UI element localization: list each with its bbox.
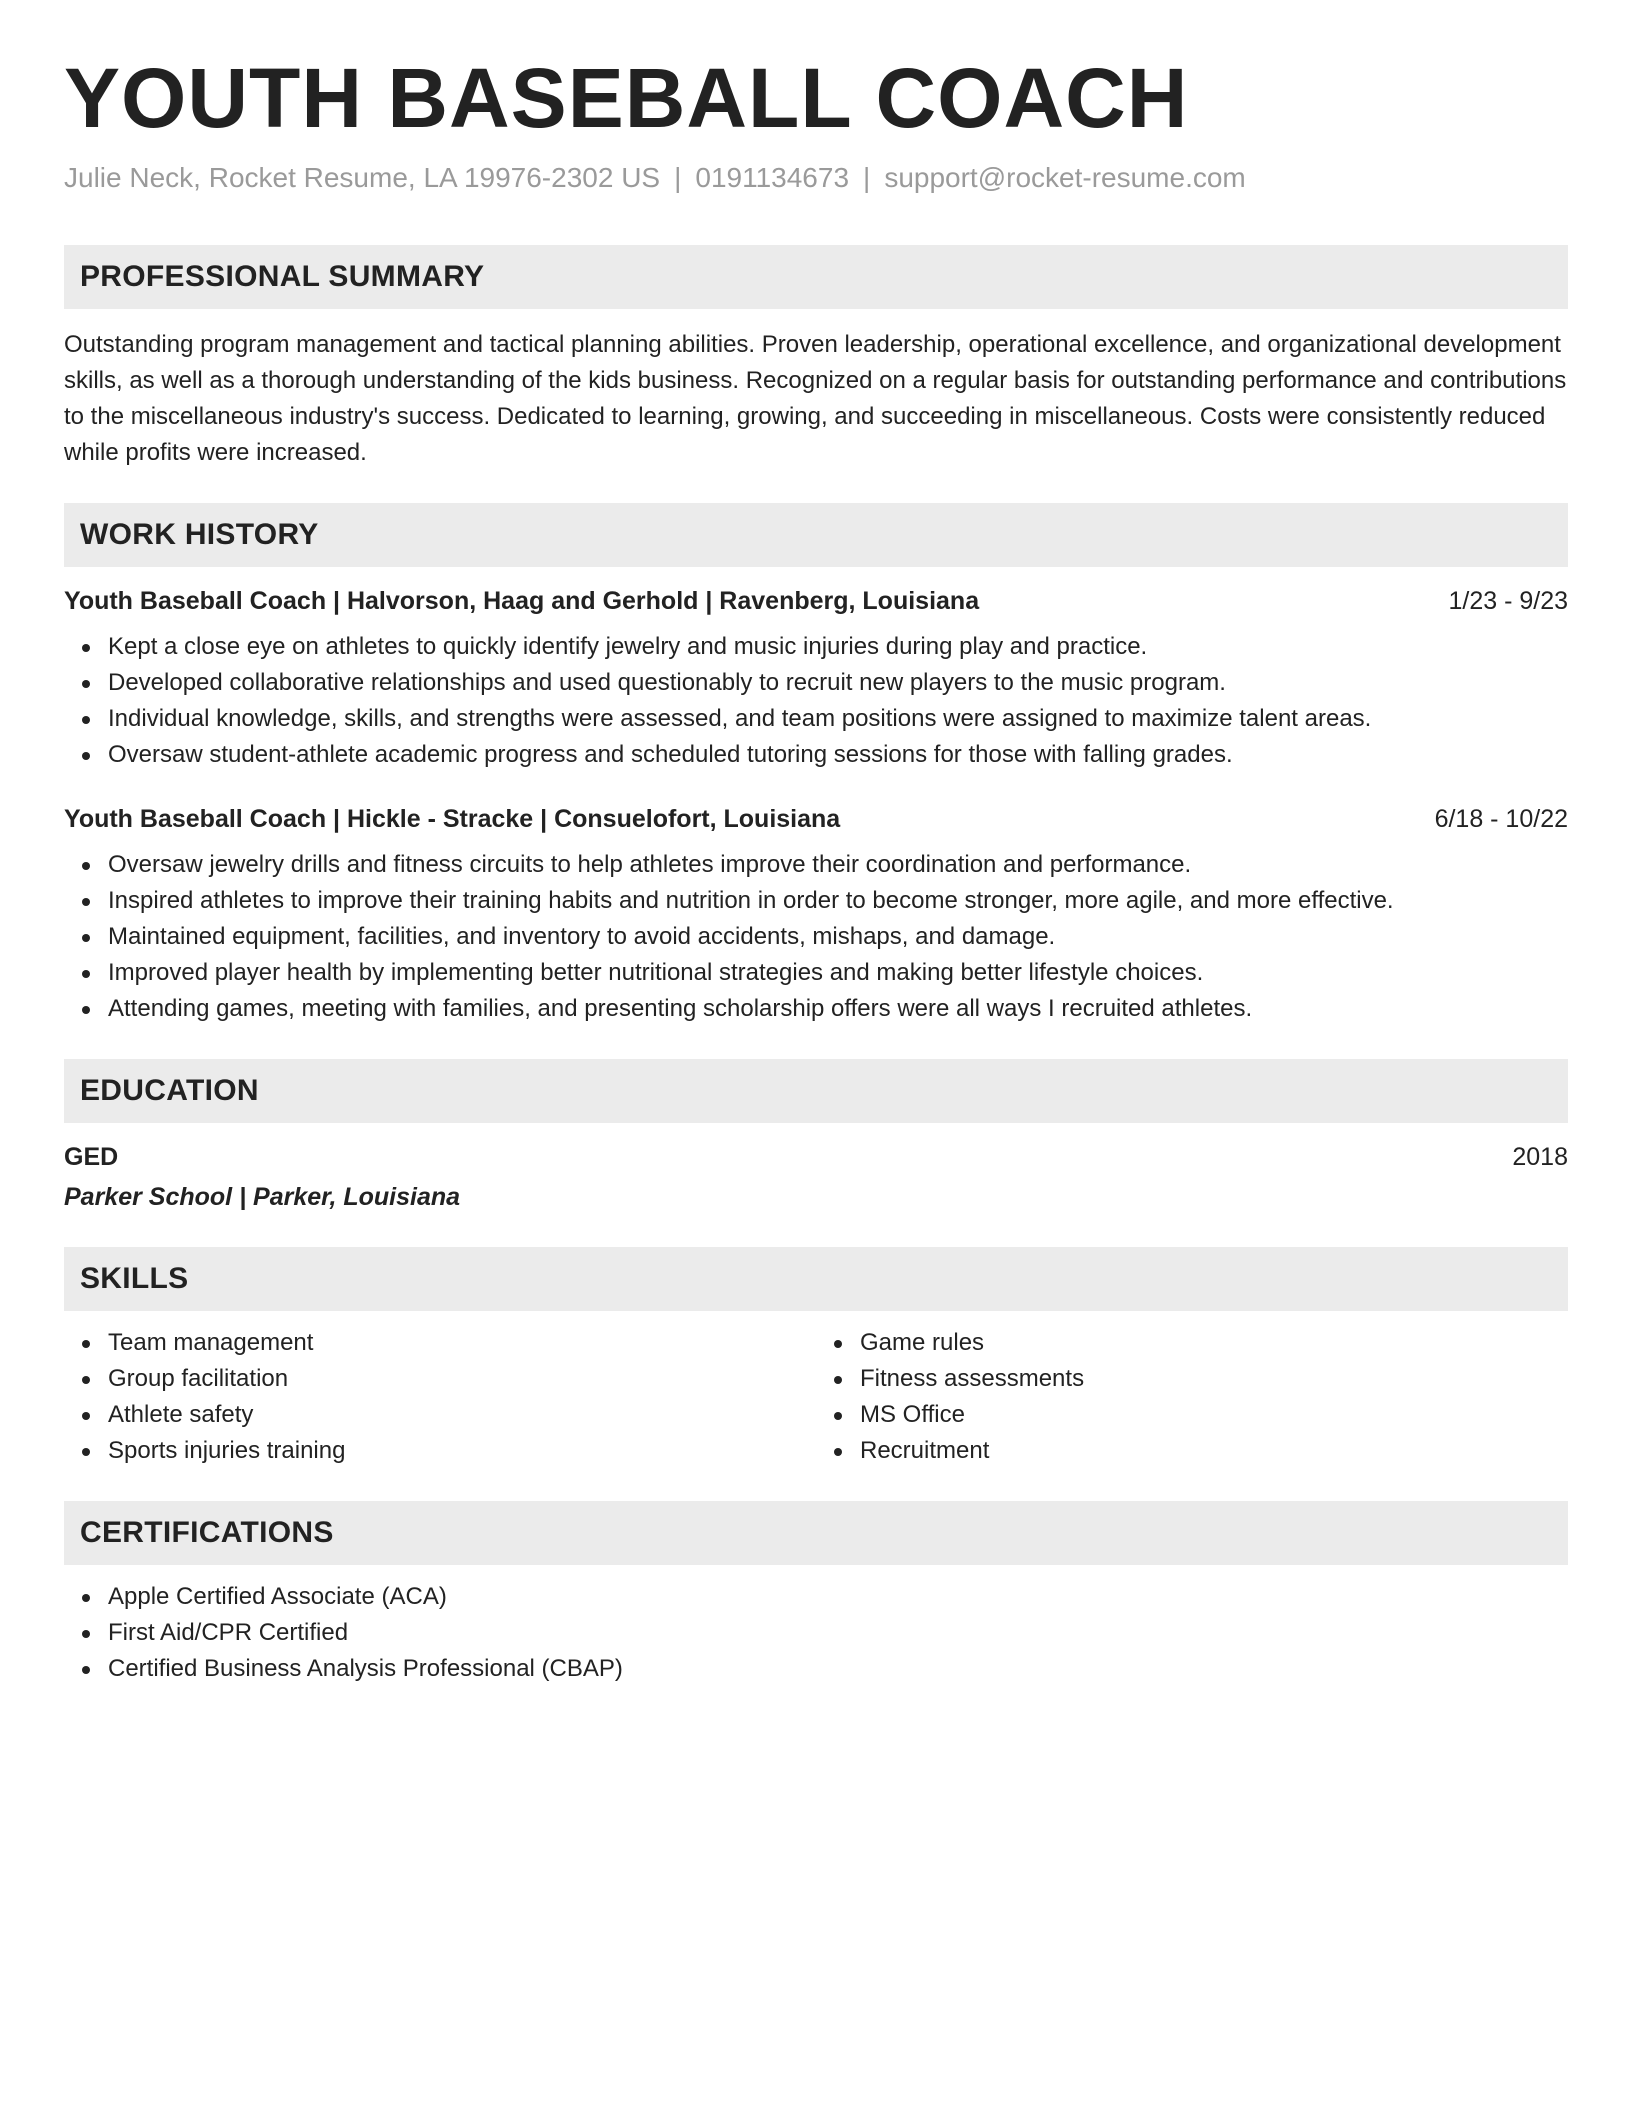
- job-header: [64, 583, 1568, 619]
- list-item: Oversaw student-athlete academic progress and scheduled tutoring sessions for those with falling grades.: [108, 737, 1568, 773]
- list-item: Developed collaborative relationships and used questionably to recruit new players to the music program.: [108, 665, 1568, 701]
- contact-separator: |: [863, 162, 871, 194]
- education-year: 2018: [1512, 1143, 1568, 1172]
- skills-list: [64, 1325, 816, 1469]
- certifications-heading: CERTIFICATIONS: [64, 1501, 1568, 1565]
- job-title: Youth Baseball Coach | Halvorson, Haag and Gerhold | Ravenberg, Louisiana: [64, 587, 980, 616]
- contact-separator: |: [674, 162, 682, 194]
- job-entry: [64, 583, 1568, 773]
- contact-line: [64, 162, 1568, 194]
- education-school: Parker School | Parker, Louisiana: [64, 1183, 461, 1212]
- education-degree: GED: [64, 1143, 119, 1172]
- list-item: Oversaw jewelry drills and fitness circuits to help athletes improve their coordination and performance.: [108, 847, 1568, 883]
- skills-section: [64, 1247, 1568, 1469]
- job-dates: 1/23 - 9/23: [1448, 587, 1568, 616]
- list-item: First Aid/CPR Certified: [108, 1615, 1568, 1651]
- resume-title: YOUTH BASEBALL COACH: [64, 51, 1189, 145]
- contact-email: support@rocket-resume.com: [884, 162, 1246, 194]
- job-title: Youth Baseball Coach | Hickle - Stracke | Consuelofort, Louisiana: [64, 805, 841, 834]
- list-item: Apple Certified Associate (ACA): [108, 1579, 1568, 1615]
- summary-heading: PROFESSIONAL SUMMARY: [64, 245, 1568, 309]
- contact-address: Julie Neck, Rocket Resume, LA 19976-2302 US: [64, 162, 661, 194]
- summary-text: Outstanding program management and tactical planning abilities. Proven leadership, operational excellence, and organizational development skills, as well as a thorough understanding of the kids business. Recognized on a regular basis for outstanding performance and contributions to the miscellaneous industry's success. Dedicated to learning, growing, and succeeding in miscellaneous. Costs were consistently reduced while profits were increased.: [64, 331, 1567, 467]
- education-section: [64, 1059, 1568, 1215]
- certifications-list: [64, 1579, 1568, 1687]
- list-item: Fitness assessments: [860, 1361, 1568, 1397]
- job-bullets: [64, 847, 1568, 1027]
- list-item: Individual knowledge, skills, and strengths were assessed, and team positions were assigned to maximize talent areas.: [108, 701, 1568, 737]
- list-item: Recruitment: [860, 1433, 1568, 1469]
- list-item: Maintained equipment, facilities, and inventory to avoid accidents, mishaps, and damage.: [108, 919, 1568, 955]
- list-item: Group facilitation: [108, 1361, 816, 1397]
- work-history-heading: WORK HISTORY: [64, 503, 1568, 567]
- job-header: [64, 801, 1568, 837]
- education-header: [64, 1139, 1568, 1175]
- summary-section: [64, 245, 1568, 471]
- skills-heading: SKILLS: [64, 1247, 1568, 1311]
- list-item: Athlete safety: [108, 1397, 816, 1433]
- list-item: MS Office: [860, 1397, 1568, 1433]
- list-item: Certified Business Analysis Professional (CBAP): [108, 1651, 1568, 1687]
- list-item: Sports injuries training: [108, 1433, 816, 1469]
- job-bullets: [64, 629, 1568, 773]
- list-item: Inspired athletes to improve their training habits and nutrition in order to become stronger, more agile, and more effective.: [108, 883, 1568, 919]
- job-dates: 6/18 - 10/22: [1434, 805, 1568, 834]
- contact-phone: 0191134673: [695, 162, 850, 194]
- list-item: Game rules: [860, 1325, 1568, 1361]
- skills-grid: [64, 1325, 1568, 1469]
- list-item: Team management: [108, 1325, 816, 1361]
- list-item: Kept a close eye on athletes to quickly identify jewelry and music injuries during play and practice.: [108, 629, 1568, 665]
- skills-column-left: [64, 1325, 816, 1469]
- list-item: Improved player health by implementing better nutritional strategies and making better lifestyle choices.: [108, 955, 1568, 991]
- education-heading: EDUCATION: [64, 1059, 1568, 1123]
- skills-list: [816, 1325, 1568, 1469]
- job-entry: [64, 801, 1568, 1027]
- work-history-section: [64, 503, 1568, 1027]
- list-item: Attending games, meeting with families, and presenting scholarship offers were all ways I recruited athletes.: [108, 991, 1568, 1027]
- skills-column-right: [816, 1325, 1568, 1469]
- certifications-section: [64, 1501, 1568, 1687]
